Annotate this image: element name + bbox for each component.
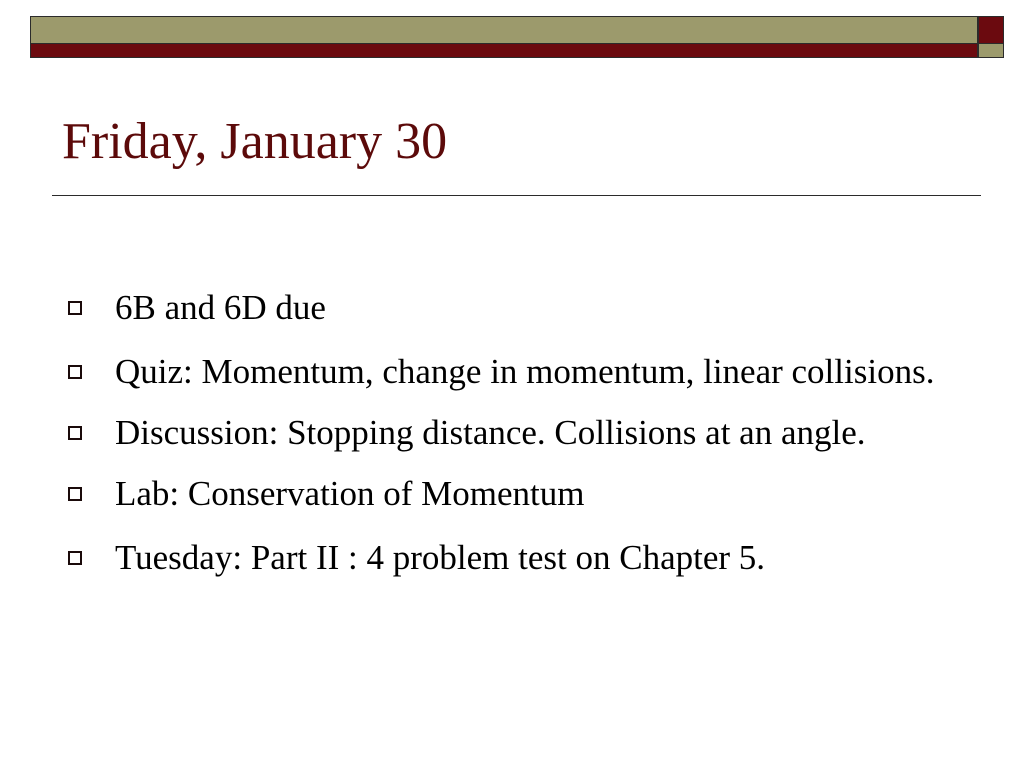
bullet-text: Discussion: Stopping distance. Collisions at an angle. [115, 413, 866, 452]
bullet-text: Tuesday: Part II : 4 problem test on Chapter 5. [115, 538, 766, 577]
bullet-text: 6B and 6D due [115, 288, 326, 327]
header-band-red [30, 44, 978, 58]
bullet-text: Lab: Conservation of Momentum [115, 474, 585, 513]
bullet-item [62, 405, 962, 460]
header-band-olive [30, 16, 978, 44]
hollow-square-bullet-icon [68, 301, 82, 315]
bullet-item [62, 280, 962, 335]
bullet-item [62, 344, 962, 399]
bullet-item [62, 530, 962, 585]
bullet-item [62, 466, 962, 521]
corner-square-olive [978, 44, 1004, 58]
title-divider [52, 195, 981, 196]
hollow-square-bullet-icon [68, 551, 82, 565]
corner-square-red [978, 16, 1004, 44]
hollow-square-bullet-icon [68, 365, 82, 379]
slide-title: Friday, January 30 [62, 113, 448, 170]
hollow-square-bullet-icon [68, 426, 82, 440]
bullet-text: Quiz: Momentum, change in momentum, linear collisions. [115, 352, 935, 391]
bullet-list [62, 280, 962, 594]
hollow-square-bullet-icon [68, 487, 82, 501]
